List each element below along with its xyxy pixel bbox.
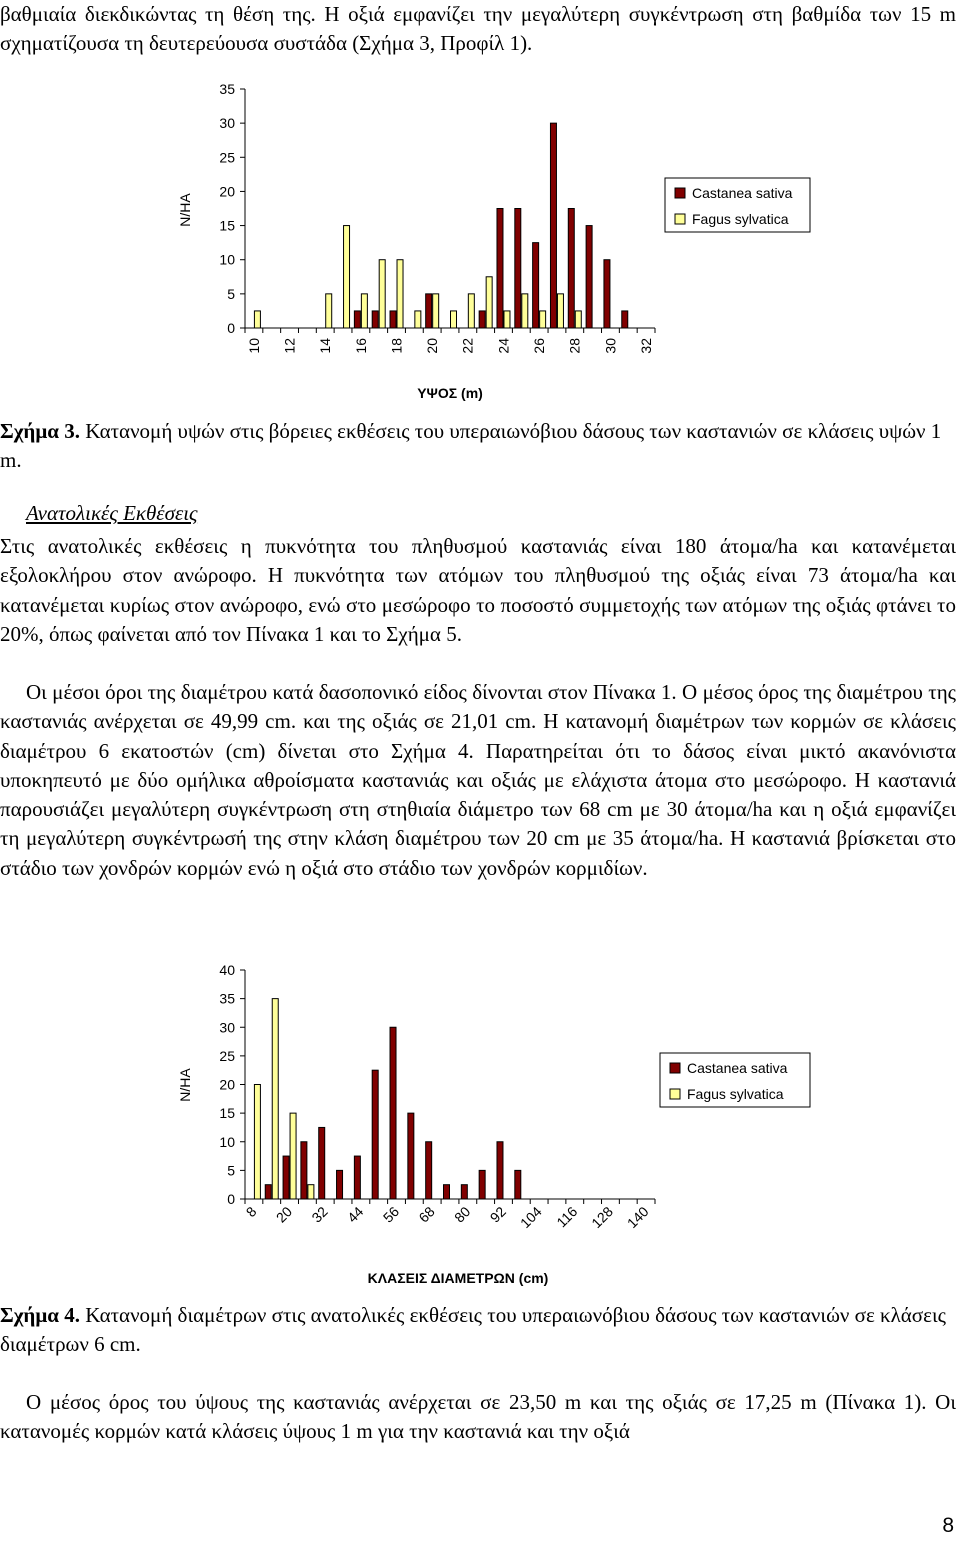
y-tick-label: 40 — [219, 962, 235, 978]
x-tick-label: 26 — [531, 338, 548, 354]
bar-fagus — [308, 1185, 314, 1199]
x-axis-title: ΥΨΟΣ (m) — [417, 385, 483, 401]
bar-fagus — [557, 294, 563, 328]
bar-castanea — [515, 209, 521, 329]
x-tick-label: 128 — [588, 1203, 617, 1232]
y-tick-label: 10 — [219, 251, 235, 268]
bar-fagus — [290, 1113, 296, 1199]
x-tick-label: 44 — [344, 1203, 367, 1226]
bar-castanea — [301, 1142, 307, 1199]
legend-label: Castanea sativa — [687, 1060, 788, 1076]
x-tick-label: 104 — [516, 1203, 545, 1232]
x-tick-label: 16 — [352, 338, 369, 354]
x-tick-label: 22 — [459, 338, 476, 354]
x-tick-label: 116 — [553, 1203, 581, 1231]
bar-castanea — [586, 226, 592, 328]
paragraph-east-density: Στις ανατολικές εκθέσεις η πυκνότητα του πληθυσμού καστανιάς είναι 180 άτομα/ha και κατανέμεται εξολοκλήρου στον ανώροφο. Η πυκνότητα των ατόμων του πληθυσμού της οξιάς είναι 73 άτομα/ha και κατανέμεται κυρίως στον ανώροφο, ενώ στο μεσώροφο το ποσοστό συμμετοχής των ατόμων της οξιάς φτάνει το 20%, όπως φαίνεται από τον Πίνακα 1 και το Σχήμα 5. — [0, 534, 956, 646]
y-tick-label: 15 — [219, 217, 235, 234]
legend-label: Fagus sylvatica — [692, 211, 789, 227]
legend-swatch — [670, 1089, 680, 1099]
bar-castanea — [390, 311, 396, 328]
x-tick-label: 20 — [424, 338, 441, 354]
x-tick-label: 80 — [451, 1203, 474, 1226]
x-tick-label: 20 — [272, 1203, 296, 1226]
figure-4-label: Σχήμα 4. — [0, 1303, 80, 1327]
bar-castanea — [550, 123, 556, 328]
bar-fagus — [272, 999, 278, 1199]
x-tick-label: 8 — [242, 1203, 260, 1221]
bar-castanea — [426, 294, 432, 328]
legend-swatch — [675, 188, 685, 198]
bar-castanea — [497, 1142, 503, 1199]
bar-fagus — [522, 294, 528, 328]
x-tick-label: 14 — [317, 338, 334, 354]
y-tick-label: 30 — [219, 1019, 235, 1036]
bar-castanea — [408, 1113, 414, 1199]
x-tick-label: 30 — [602, 338, 619, 354]
bar-fagus — [415, 311, 421, 328]
bar-fagus — [504, 311, 510, 328]
x-tick-label: 32 — [308, 1203, 331, 1226]
x-tick-label: 56 — [379, 1203, 403, 1226]
bar-castanea — [604, 260, 610, 328]
x-tick-label: 32 — [637, 338, 654, 354]
y-tick-label: 15 — [219, 1105, 235, 1122]
bar-fagus — [468, 294, 474, 328]
y-tick-label: 10 — [219, 1133, 235, 1150]
bar-castanea — [622, 311, 628, 328]
y-tick-label: 25 — [219, 149, 235, 166]
y-tick-label: 5 — [227, 1162, 235, 1179]
y-tick-label: 35 — [219, 990, 235, 1007]
bar-castanea — [497, 209, 503, 329]
y-tick-label: 5 — [227, 285, 235, 302]
y-tick-label: 35 — [219, 81, 235, 97]
y-tick-label: 20 — [219, 1076, 235, 1093]
section-heading: Ανατολικές Εκθέσεις — [26, 501, 198, 525]
legend-swatch — [675, 214, 685, 224]
page-number: 8 — [942, 1514, 954, 1537]
x-tick-label: 18 — [388, 338, 405, 354]
figure-3-text: Κατανομή υψών στις βόρειες εκθέσεις του υπεραιωνόβιου δάσους των καστανιών σε κλάσεις υψών 1 m. — [0, 419, 942, 472]
y-tick-label: 25 — [219, 1047, 235, 1064]
bar-castanea — [372, 311, 378, 328]
height-distribution-chart — [150, 60, 815, 410]
bar-castanea — [354, 311, 360, 328]
bar-castanea — [283, 1156, 289, 1199]
x-tick-label: 28 — [566, 338, 583, 354]
figure-3-caption — [0, 417, 956, 475]
bar-castanea — [390, 1027, 396, 1199]
bar-castanea — [337, 1170, 343, 1199]
y-axis-title: N/HA — [177, 193, 193, 227]
figure-4-caption — [0, 1301, 956, 1359]
diameter-distribution-chart — [150, 955, 815, 1295]
bar-fagus — [254, 1085, 260, 1200]
figure-4-text: Κατανομή διαμέτρων στις ανατολικές εκθέσεις του υπεραιωνόβιου δάσους των καστανιών σε κλάσεις διαμέτρων 6 cm. — [0, 1303, 946, 1356]
bar-castanea — [479, 1170, 485, 1199]
bar-castanea — [533, 243, 539, 328]
bar-castanea — [479, 311, 485, 328]
x-axis-title: ΚΛΑΣΕΙΣ ΔΙΑΜΕΤΡΩΝ (cm) — [367, 1270, 549, 1286]
y-tick-label: 20 — [219, 183, 235, 200]
bar-fagus — [379, 260, 385, 328]
y-axis-title: N/HA — [177, 1068, 193, 1102]
bar-castanea — [515, 1170, 521, 1199]
bar-fagus — [486, 277, 492, 328]
bar-fagus — [433, 294, 439, 328]
x-tick-label: 12 — [281, 338, 298, 354]
bar-castanea — [372, 1070, 378, 1199]
paragraph-height-means: Ο μέσος όρος του ύψους της καστανιάς ανέρχεται σε 23,50 m και της οξιάς σε 17,25 m (Πίνακα 1). Οι κατανομές κορμών κατά κλάσεις ύψους 1 m για την καστανιά και την οξιά — [0, 1390, 956, 1444]
bar-fagus — [397, 260, 403, 328]
x-tick-label: 24 — [495, 338, 512, 354]
bar-castanea — [319, 1127, 325, 1199]
legend-swatch — [670, 1063, 680, 1073]
bar-castanea — [568, 209, 574, 329]
x-tick-label: 10 — [245, 338, 262, 354]
bar-fagus — [361, 294, 367, 328]
bar-fagus — [344, 226, 350, 328]
bar-fagus — [451, 311, 457, 328]
bar-fagus — [326, 294, 332, 328]
bar-castanea — [461, 1185, 467, 1199]
y-tick-label: 30 — [219, 115, 235, 132]
legend-label: Fagus sylvatica — [687, 1086, 784, 1102]
paragraph-diameter-means: Οι μέσοι όροι της διαμέτρου κατά δασοπονικό είδος δίνονται στον Πίνακα 1. Ο μέσος όρος της διαμέτρου της καστανιάς ανέρχεται σε 49,99 cm. και της οξιάς σε 21,01 cm. Η κατανομή διαμέτρων των κορμών σε κλάσεις διαμέτρου 6 εκατοστών (cm) δίνεται στο Σχήμα 4. Παρατηρείται ότι το δάσος είναι μικτό ακανόνιστα υποκηπευτό με δύο ομήλικα αθροίσματα καστανιάς και οξιάς με ελάχιστα άτομα στο μεσώροφο. Η καστανιά παρουσιάζει μεγαλύτερη συγκέντρωση στη στηθιαία διάμετρο των 68 cm με 30 άτομα/ha και η οξιά εμφανίζει τη μεγαλύτερη συγκέντρωσή της στην κλάση διαμέτρου των 20 cm με 35 άτομα/ha. Η καστανιά βρίσκεται στο στάδιο των χονδρών κορμών ενώ η οξιά στο στάδιο των χονδρών κορμιδίων. — [0, 680, 956, 880]
figure-3-label: Σχήμα 3. — [0, 419, 80, 443]
intro-paragraph: βαθμιαία διεκδικώντας τη θέση της. Η οξιά εμφανίζει την μεγαλύτερη συγκέντρωση στη βαθμίδα των 15 m σχηματίζουσα τη δευτερεύουσα συστάδα (Σχήμα 3, Προφίλ 1). — [0, 2, 956, 56]
bar-castanea — [426, 1142, 432, 1199]
bar-castanea — [444, 1185, 450, 1199]
x-tick-label: 92 — [486, 1203, 510, 1226]
bar-fagus — [575, 311, 581, 328]
y-tick-label: 0 — [227, 1191, 235, 1207]
x-tick-label: 68 — [415, 1203, 438, 1226]
y-tick-label: 0 — [227, 320, 235, 336]
x-tick-label: 140 — [623, 1203, 652, 1232]
legend-label: Castanea sativa — [692, 185, 793, 201]
bar-castanea — [354, 1156, 360, 1199]
bar-fagus — [540, 311, 546, 328]
bar-fagus — [254, 311, 260, 328]
bar-castanea — [265, 1185, 271, 1199]
